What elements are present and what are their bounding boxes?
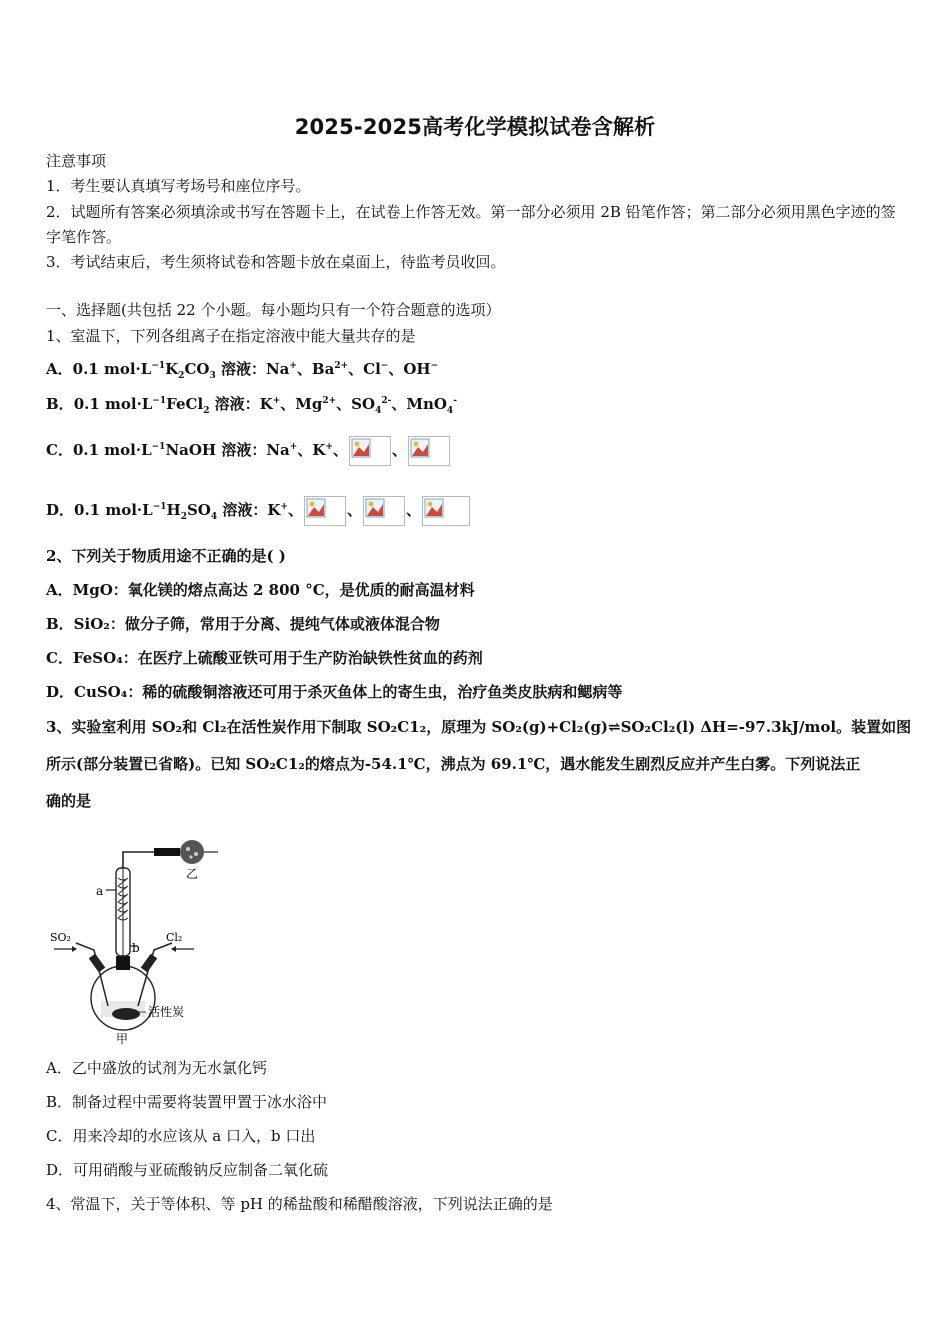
label-activated-carbon: 活性炭 xyxy=(148,1005,185,1019)
q3-stem-line-1: 3、实验室利用 SO₂和 Cl₂在活性炭作用下制取 SO₂C1₂，原理为 SO₂(g)+Cl₂(g)⇌SO₂Cl₂(l) ΔH=-97.3kJ/mol。装置如图 xyxy=(46,718,912,736)
q2-option-c: C．FeSO₄：在医疗上硫酸亚铁可用于生产防治缺铁性贫血的药剂 xyxy=(46,649,483,667)
notice-item-1: 1．考生要认真填写考场号和座位序号。 xyxy=(46,177,311,195)
broken-image-icon xyxy=(363,496,405,526)
q2-option-d: D．CuSO₄：稀的硫酸铜溶液还可用于杀灭鱼体上的寄生虫，治疗鱼类皮肤病和鳃病等 xyxy=(46,683,623,701)
section-heading: 一、选择题(共包括 22 个小题。每小题均只有一个符合题意的选项） xyxy=(46,301,501,319)
option-letter: D． xyxy=(46,501,75,519)
label-yi: 乙 xyxy=(186,867,199,881)
broken-image-icon xyxy=(304,496,346,526)
label-a: a xyxy=(96,884,104,898)
label-b: b xyxy=(132,941,140,955)
apparatus-figure xyxy=(46,838,246,1048)
q3-stem-line-2: 所示(部分装置已省略)。已知 SO₂C1₂的熔点为-54.1℃，沸点为 69.1℃，遇水能发生剧烈反应并产生白雾。下列说法正 xyxy=(46,755,861,773)
q4-stem: 4、常温下，关于等体积、等 pH 的稀盐酸和稀醋酸溶液，下列说法正确的是 xyxy=(46,1195,553,1213)
q1-option-b: B．0.1 $mol\cdot L^{-1}FeCl_2$ 溶液：K+、$Mg^{2+}$、$SO_4^{2-}$、MnO$_4$- xyxy=(46,395,457,416)
option-letter: B． xyxy=(46,395,74,413)
option-letter: C． xyxy=(46,441,73,459)
label-cl2: Cl₂ xyxy=(166,931,183,944)
q2-option-b: B．SiO₂：做分子筛，常用于分离、提纯气体或液体混合物 xyxy=(46,615,440,633)
q2-option-a: A．MgO：氧化镁的熔点高达 2 800 °C，是优质的耐高温材料 xyxy=(46,581,475,599)
q3-option-c: C．用来冷却的水应该从 a 口入，b 口出 xyxy=(46,1127,316,1145)
q3-option-d: D．可用硝酸与亚硫酸钠反应制备二氧化硫 xyxy=(46,1161,329,1179)
notice-item-3: 3．考试结束后，考生须将试卷和答题卡放在桌面上，待监考员收回。 xyxy=(46,253,506,271)
q2-stem: 2、下列关于物质用途不正确的是( ) xyxy=(46,547,286,565)
page-title: 2025-2025高考化学模拟试卷含解析 xyxy=(294,115,656,139)
option-letter: A． xyxy=(46,360,73,378)
broken-image-icon xyxy=(349,436,391,466)
apparatus-diagram xyxy=(46,838,246,1048)
notice-item-2: 2．试题所有答案必须填涂或书写在答题卡上，在试卷上作答无效。第一部分必须用 2B 铅笔作答；第二部分必须用黑色字迹的签字笔作答。 xyxy=(46,203,896,246)
notice-heading: 注意事项 xyxy=(46,152,107,170)
q1-option-a: A．0.1 $mol\cdot L^{-1}K_2CO_3$ 溶液：Na+、$Ba^{2+}$、Cl−、OH− xyxy=(46,360,439,381)
q1-option-d: D．0.1 $mol\cdot L^{-1}H_2SO_4$ 溶液：K+、 、 、 xyxy=(46,496,904,526)
q3-option-a: A．乙中盛放的试剂为无水氯化钙 xyxy=(46,1059,267,1077)
broken-image-icon xyxy=(408,436,450,466)
label-so2: SO₂ xyxy=(50,931,71,944)
q1-stem: 1、室温下，下列各组离子在指定溶液中能大量共存的是 xyxy=(46,327,416,345)
q3-stem-line-3: 确的是 xyxy=(46,792,92,810)
label-jia: 甲 xyxy=(116,1032,129,1046)
broken-image-icon xyxy=(422,496,470,526)
q1-option-c: C．0.1 $mol\cdot L^{-1}NaOH$ 溶液：Na+、K+、 、 xyxy=(46,436,904,466)
q3-option-b: B．制备过程中需要将装置甲置于冰水浴中 xyxy=(46,1093,328,1111)
